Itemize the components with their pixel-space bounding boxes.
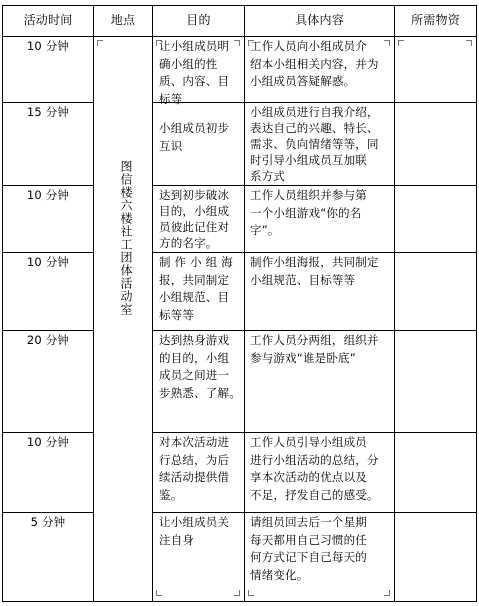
row-divider	[2, 185, 93, 186]
row-divider	[152, 512, 477, 513]
header-goal: 目的	[186, 13, 211, 27]
table-border-top	[2, 5, 477, 6]
row-3-time: 10 分钟	[26, 188, 70, 202]
place-cell: 图信楼六楼社工团体活动室	[119, 160, 133, 316]
header-time: 活动时间	[23, 13, 73, 27]
row-7-time: 5 分钟	[30, 515, 66, 529]
row-4-content: 制作小组海报，共同制定 小组规范、目标等等	[250, 255, 379, 287]
row-divider	[2, 102, 93, 103]
text-boundary-mark	[248, 590, 254, 596]
row-6-goal: 对本次活动进 行总结，为后 续活动提供借 鉴。	[159, 435, 230, 502]
row-3-content: 工作人员组织并参与第 一个小组游戏“你的名 字”。	[250, 188, 367, 238]
text-boundary-mark	[156, 590, 162, 596]
row-1-content: 工作人员向小组成员介 绍本小组相关内容，并为 小组成员答疑解惑。	[250, 39, 379, 89]
row-5-goal: 达到热身游戏 的目的，小组 成员之间进一 步熟悉、了解。	[159, 333, 241, 400]
row-divider	[152, 185, 477, 186]
row-1-goal: 让小组成员明 确小组的性 质、内容、目 标等	[159, 39, 230, 106]
row-7-content: 请组员回去后一个星期 每天都用自己习惯的任 何方式记下自己每天的 情绪变化。	[250, 515, 367, 582]
header-divider	[2, 36, 477, 37]
row-4-time: 10 分钟	[26, 255, 70, 269]
row-divider	[2, 512, 93, 513]
row-divider	[152, 330, 477, 331]
header-content: 具体内容	[295, 13, 344, 27]
row-divider	[152, 432, 477, 433]
text-boundary-mark	[384, 590, 390, 596]
row-7-goal: 让小组成员关 注自身	[159, 515, 230, 547]
text-boundary-mark	[234, 590, 240, 596]
header-place: 地点	[110, 13, 136, 27]
header-materials: 所需物资	[411, 13, 460, 27]
row-1-time: 10 分钟	[26, 39, 70, 53]
row-divider	[2, 252, 93, 253]
row-divider	[152, 252, 477, 253]
row-2-time: 15 分钟	[26, 105, 70, 119]
row-2-content: 小组成员进行自我介绍， 表达自己的兴趣、特长、 需求、负向情绪等等，同 时引导小组成员互加联 系方式	[250, 105, 379, 183]
row-4-goal: 制 作 小 组 海 报，共同制定 小组规范、目 标等等	[159, 255, 233, 322]
row-divider	[2, 432, 93, 433]
row-materials-cell	[398, 38, 474, 100]
row-divider	[2, 330, 93, 331]
table-border-bottom	[2, 601, 477, 602]
row-5-time: 20 分钟	[26, 333, 70, 347]
column-divider-time-place	[93, 5, 94, 602]
text-boundary-mark	[97, 40, 103, 46]
row-2-goal: 小组成员初步 互识	[159, 121, 230, 153]
row-6-content: 工作人员引导小组成员 进行小组活动的总结，分 享本次活动的优点以及 不足，抒发自己的感受。	[250, 435, 379, 502]
row-3-goal: 达到初步破冰 目的，小组成 员彼此记住对 方的名字。	[159, 188, 230, 250]
row-5-content: 工作人员分两组，组织并 参与游戏“谁是卧底”	[250, 333, 379, 365]
row-6-time: 10 分钟	[26, 435, 70, 449]
